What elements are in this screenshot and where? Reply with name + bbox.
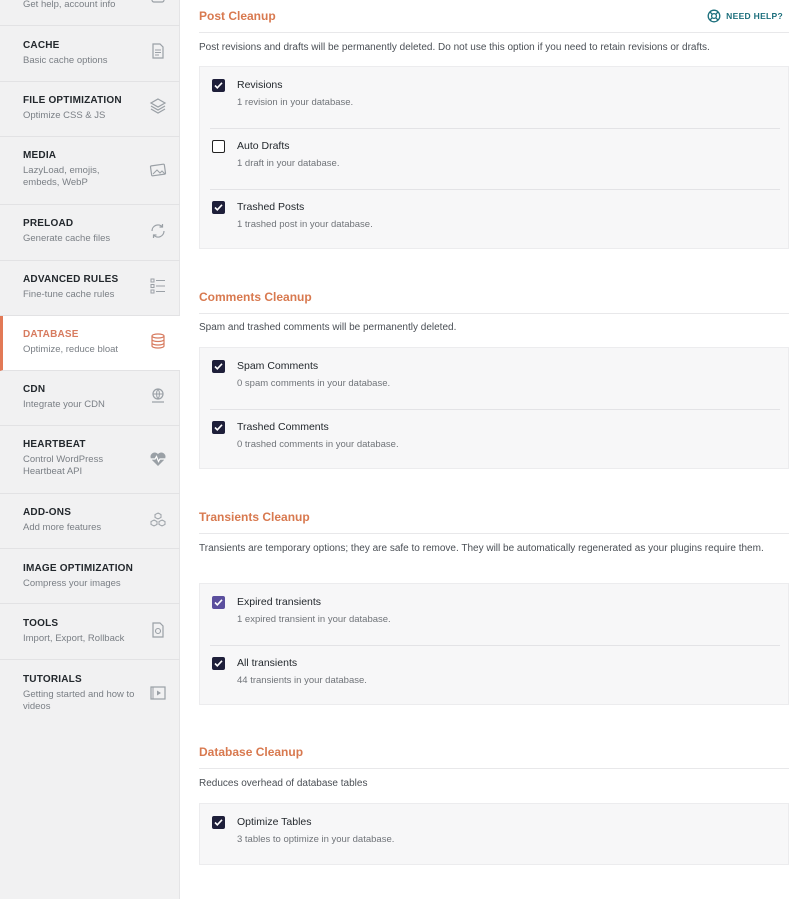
sidebar-item-title: TUTORIALS: [23, 674, 82, 685]
sidebar-item-sub: Generate cache files: [23, 233, 111, 244]
sidebar-item-image-optimization[interactable]: [0, 549, 180, 604]
option-expired-transients[interactable]: [200, 584, 790, 645]
section-desc-database-cleanup: Reduces overhead of database tables: [199, 778, 368, 789]
trashed-posts-checkbox[interactable]: [212, 201, 225, 214]
option-sub: 0 trashed comments in your database.: [237, 439, 399, 450]
sidebar-item-database[interactable]: [0, 316, 180, 371]
sidebar-item-title: HEARTBEAT: [23, 439, 86, 450]
auto-drafts-checkbox[interactable]: [212, 140, 225, 153]
sidebar-item-title: PRELOAD: [23, 218, 74, 229]
expired-transients-checkbox[interactable]: [212, 596, 225, 609]
option-revisions[interactable]: [200, 67, 790, 128]
sidebar-item-heartbeat[interactable]: [0, 426, 180, 494]
option-label: Auto Drafts: [237, 140, 290, 152]
image-icon: [149, 161, 167, 179]
divider: [199, 32, 789, 33]
cdn-icon: [149, 387, 167, 405]
sidebar-item-sub: Get help, account info: [23, 0, 116, 10]
option-sub: 44 transients in your database.: [237, 675, 367, 686]
tools-icon: [149, 621, 167, 639]
option-optimize-tables[interactable]: [200, 804, 790, 865]
option-all-transients[interactable]: [200, 645, 790, 706]
sidebar-item-title: TOOLS: [23, 618, 59, 629]
divider: [199, 313, 789, 314]
sidebar-item-sub: Import, Export, Rollback: [23, 633, 125, 644]
options-box-database-cleanup: [199, 803, 789, 865]
sidebar-item-sub: Optimize CSS & JS: [23, 110, 106, 121]
video-icon: [149, 684, 167, 702]
sidebar-item-title: FILE OPTIMIZATION: [23, 95, 122, 106]
sidebar-item-sub: LazyLoad, emojis, embeds, WebP: [23, 165, 100, 188]
spam-comments-checkbox[interactable]: [212, 360, 225, 373]
option-trashed-posts[interactable]: [200, 189, 790, 250]
need-help-label: NEED HELP?: [726, 11, 783, 21]
section-desc-transients-cleanup: Transients are temporary options; they are safe to remove. They will be automatically regenerated as your plugins require them.: [199, 543, 764, 554]
option-label: Revisions: [237, 79, 283, 91]
account-icon: [149, 0, 167, 8]
need-help-link[interactable]: [707, 8, 783, 24]
sidebar-item-title: CACHE: [23, 40, 60, 51]
sidebar-item-sub: Add more features: [23, 522, 102, 533]
section-title-database-cleanup: Database Cleanup: [199, 745, 304, 759]
divider: [199, 533, 789, 534]
option-label: Trashed Comments: [237, 421, 329, 433]
sidebar-item-title: ADD-ONS: [23, 507, 72, 518]
sidebar-item-title: IMAGE OPTIMIZATION: [23, 563, 134, 574]
sidebar-item-sub: Basic cache options: [23, 55, 108, 66]
option-sub: 1 trashed post in your database.: [237, 219, 373, 230]
section-desc-comments-cleanup: Spam and trashed comments will be permanently deleted.: [199, 322, 457, 333]
sidebar-item-cdn[interactable]: [0, 371, 180, 426]
sidebar-item-sub: Integrate your CDN: [23, 399, 105, 410]
revisions-checkbox[interactable]: [212, 79, 225, 92]
sidebar-item-cache[interactable]: [0, 26, 180, 82]
option-spam-comments[interactable]: [200, 348, 790, 409]
cache-icon: [149, 42, 167, 60]
sidebar-item-title: DATABASE: [23, 329, 79, 340]
option-sub: 1 expired transient in your database.: [237, 614, 391, 625]
heartbeat-icon: [149, 450, 167, 468]
option-trashed-comments[interactable]: [200, 409, 790, 470]
option-label: Expired transients: [237, 596, 322, 608]
sidebar-item-add-ons[interactable]: [0, 494, 180, 549]
main-content: [199, 0, 789, 899]
sidebar-item-sub: Optimize, reduce bloat: [23, 344, 119, 355]
layers-icon: [149, 97, 167, 115]
sidebar: [0, 0, 180, 899]
cubes-icon: [149, 511, 167, 529]
sidebar-item-file-optimization[interactable]: [0, 82, 180, 137]
section-title-transients-cleanup: Transients Cleanup: [199, 510, 310, 524]
lifebuoy-icon: [707, 9, 721, 23]
sidebar-item-sub: Compress your images: [23, 578, 121, 589]
options-box-transients-cleanup: [199, 583, 789, 705]
sidebar-item-preload[interactable]: [0, 205, 180, 261]
sidebar-item-title: MEDIA: [23, 150, 57, 161]
all-transients-checkbox[interactable]: [212, 657, 225, 670]
optimize-tables-checkbox[interactable]: [212, 816, 225, 829]
option-label: All transients: [237, 657, 298, 669]
sidebar-item-title: ADVANCED RULES: [23, 274, 119, 285]
sidebar-item-media[interactable]: [0, 137, 180, 205]
database-icon: [149, 332, 167, 350]
option-sub: 1 revision in your database.: [237, 97, 354, 108]
option-label: Spam Comments: [237, 360, 319, 372]
option-auto-drafts[interactable]: [200, 128, 790, 189]
sidebar-item-tutorials[interactable]: [0, 660, 180, 728]
sidebar-item-advanced-rules[interactable]: [0, 261, 180, 316]
divider: [199, 768, 789, 769]
section-desc-post-cleanup: Post revisions and drafts will be permanently deleted. Do not use this option if you need to retain revisions or drafts.: [199, 42, 710, 53]
sidebar-item-sub: Getting started and how to videos: [23, 689, 135, 712]
option-label: Optimize Tables: [237, 816, 312, 828]
section-title-comments-cleanup: Comments Cleanup: [199, 290, 312, 304]
sidebar-item-tools[interactable]: [0, 604, 180, 660]
trashed-comments-checkbox[interactable]: [212, 421, 225, 434]
section-title-post-cleanup: Post Cleanup: [199, 9, 276, 23]
options-box-comments-cleanup: [199, 347, 789, 469]
options-box-post-cleanup: [199, 66, 789, 249]
sidebar-item-dashboard[interactable]: [0, 0, 180, 26]
refresh-icon: [149, 222, 167, 240]
option-sub: 0 spam comments in your database.: [237, 378, 391, 389]
option-label: Trashed Posts: [237, 201, 305, 213]
list-icon: [149, 277, 167, 295]
sidebar-item-title: CDN: [23, 384, 46, 395]
option-sub: 1 draft in your database.: [237, 158, 340, 169]
option-sub: 3 tables to optimize in your database.: [237, 834, 395, 845]
sidebar-item-sub: Control WordPress Heartbeat API: [23, 454, 104, 477]
sidebar-item-sub: Fine-tune cache rules: [23, 289, 115, 300]
